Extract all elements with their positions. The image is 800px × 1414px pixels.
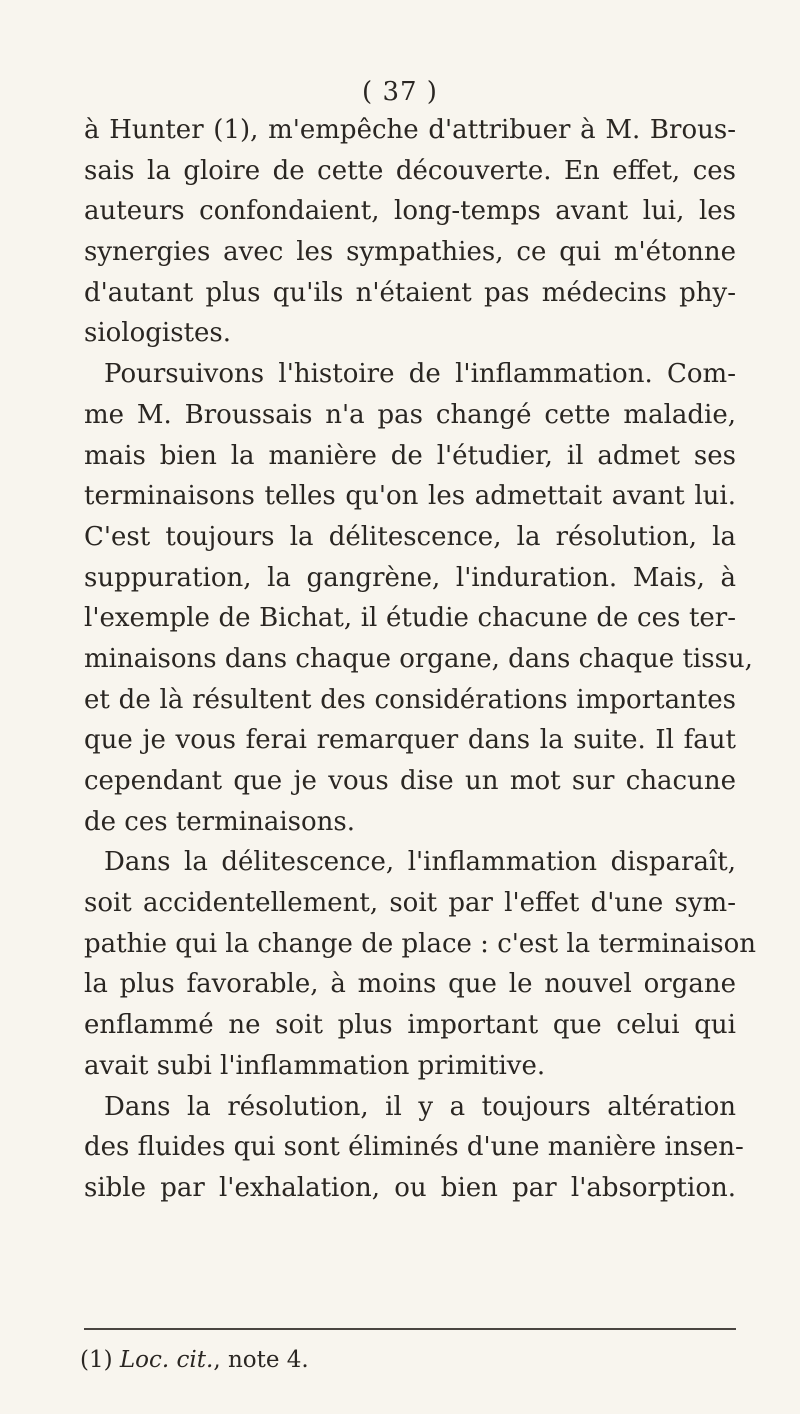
text-line: de ces terminaisons. bbox=[84, 806, 355, 837]
footnote-marker: (1) bbox=[80, 1347, 113, 1373]
paragraph bbox=[84, 110, 736, 354]
text-line: soit accidentellement, soit par l'effet d'une sym- bbox=[84, 888, 736, 919]
paragraph bbox=[84, 842, 756, 1086]
paragraph bbox=[84, 1087, 744, 1209]
text-line: mais bien la manière de l'étudier, il admet ses bbox=[84, 440, 736, 471]
text-line: sais la gloire de cette découverte. En effet, ces bbox=[84, 155, 736, 186]
footnote-note: , note 4. bbox=[213, 1347, 309, 1373]
text-line: Dans la délitescence, l'inflammation disparaît, bbox=[104, 847, 736, 878]
text-line: des fluides qui sont éliminés d'une manière insen- bbox=[84, 1132, 744, 1163]
text-line: cependant que je vous dise un mot sur chacune bbox=[84, 766, 736, 796]
text-line: auteurs confondaient, long-temps avant lui, les bbox=[84, 196, 736, 227]
footnote-reference: Loc. cit. bbox=[119, 1347, 214, 1373]
footnote bbox=[80, 1345, 680, 1375]
text-line: à Hunter (1), m'empêche d'attribuer à M. Brous- bbox=[84, 115, 736, 145]
paragraph bbox=[84, 354, 753, 842]
text-line: siologistes. bbox=[84, 318, 232, 349]
text-line: minaisons dans chaque organe, dans chaque tissu, bbox=[84, 643, 753, 674]
text-line: Poursuivons l'histoire de l'inflammation. Com- bbox=[104, 359, 736, 390]
text-line: pathie qui la change de place : c'est la terminaison bbox=[84, 928, 756, 959]
text-line: terminaisons telles qu'on les admettait avant lui. bbox=[84, 481, 736, 512]
text-line: synergies avec les sympathies, ce qui m'étonne bbox=[84, 237, 736, 268]
text-line: sible par l'exhalation, ou bien par l'absorption. bbox=[84, 1172, 736, 1203]
footnote-divider bbox=[84, 1328, 736, 1330]
text-line: que je vous ferai remarquer dans la suite. Il faut bbox=[84, 725, 736, 756]
text-line: d'autant plus qu'ils n'étaient pas médecins phy- bbox=[84, 277, 736, 308]
text-line: l'exemple de Bichat, il étudie chacune de ces ter- bbox=[84, 603, 736, 634]
text-line: avait subi l'inflammation primitive. bbox=[84, 1050, 546, 1081]
text-line: C'est toujours la délitescence, la résolution, la bbox=[84, 521, 736, 552]
page-number: ( 37 ) bbox=[362, 77, 438, 107]
text-line: suppuration, la gangrène, l'induration. Mais, à bbox=[84, 562, 736, 593]
body-text bbox=[84, 110, 756, 1209]
text-line: enflammé ne soit plus important que celui qui bbox=[84, 1010, 736, 1041]
text-line: et de là résultent des considérations importantes bbox=[84, 684, 736, 715]
text-line: la plus favorable, à moins que le nouvel organe bbox=[84, 969, 736, 1000]
text-line: Dans la résolution, il y a toujours altération bbox=[104, 1091, 736, 1122]
text-line: me M. Broussais n'a pas changé cette maladie, bbox=[84, 399, 736, 430]
